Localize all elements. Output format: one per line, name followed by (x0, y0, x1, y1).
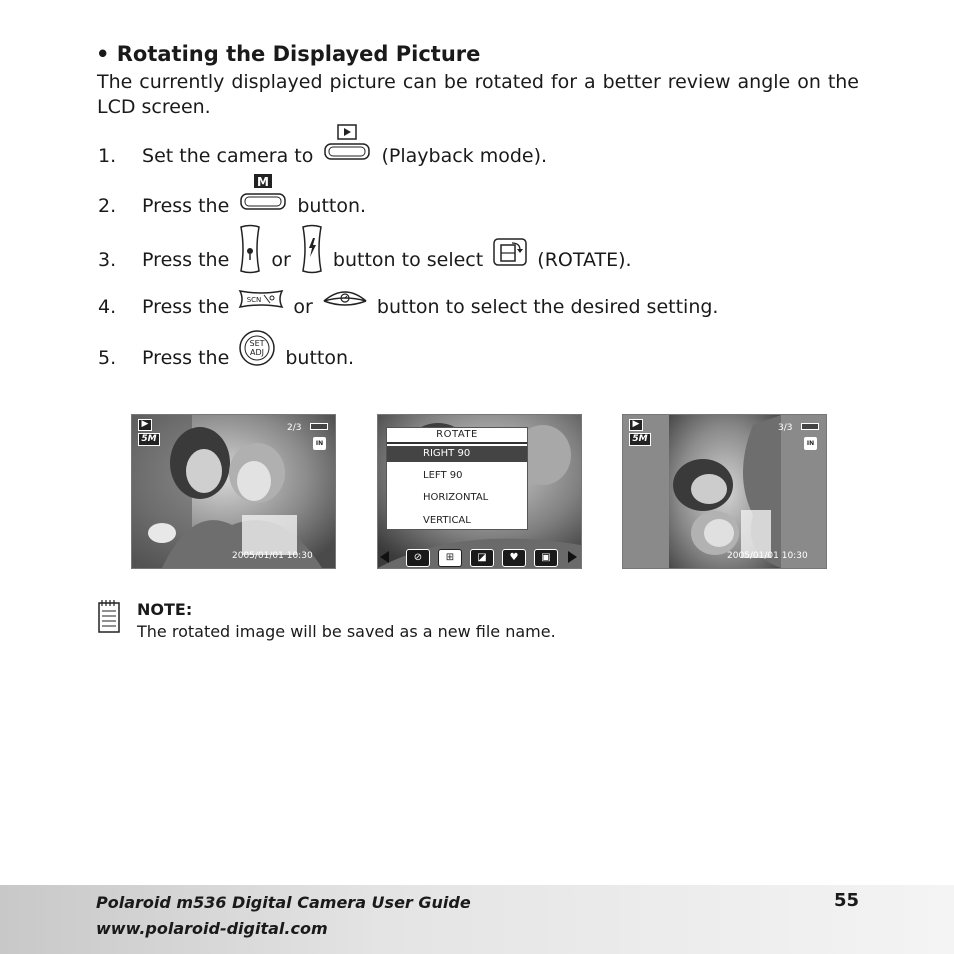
battery-icon (801, 423, 819, 430)
step-text: button to select the desired setting. (376, 296, 719, 318)
step-text: or (293, 296, 313, 318)
resize-icon[interactable]: ◪ (470, 549, 494, 567)
memory-icon: IN (804, 437, 817, 450)
set-adj-button-icon (239, 339, 275, 370)
step-text: button to select (332, 249, 484, 271)
step-text: (ROTATE). (537, 249, 632, 271)
page-number: 55 (834, 890, 860, 911)
step-text: Press the (142, 347, 230, 369)
menu-option-right-90[interactable] (387, 446, 527, 462)
image-edit-icon[interactable]: ▣ (534, 549, 558, 567)
size-badge: 5M (138, 433, 160, 446)
image-counter: 2/3 (287, 423, 302, 433)
set-label: SET (249, 339, 265, 348)
flash-button-icon (300, 248, 324, 272)
rotate-icon (492, 245, 528, 275)
step-text: Press the (142, 296, 230, 318)
step-5 (98, 339, 355, 370)
lcd-screen-rotated (622, 414, 827, 569)
playback-icon: ▶ (138, 419, 152, 431)
step-3 (98, 245, 632, 275)
step-text: button. (297, 195, 367, 217)
battery-icon (310, 423, 328, 430)
step-number: 1. (98, 144, 117, 167)
selftimer-button-icon (322, 295, 368, 319)
timestamp: 2005/01/01 10:30 (232, 551, 313, 561)
menu-label: M (257, 175, 270, 189)
notepad-icon (98, 599, 120, 637)
page-heading: • Rotating the Displayed Picture (96, 42, 481, 66)
step-number: 5. (98, 346, 117, 369)
step-number: 4. (98, 295, 117, 318)
menu-option-left-90[interactable]: LEFT 90 (423, 470, 463, 481)
scene-button-icon (238, 295, 284, 319)
menu-option-vertical[interactable]: VERTICAL (423, 515, 471, 526)
footer-url[interactable]: www.polaroid-digital.com (96, 919, 328, 938)
footer-title: Polaroid m536 Digital Camera User Guide (96, 893, 471, 912)
rotate-menu-icon[interactable]: ⊞ (438, 549, 462, 567)
intro-paragraph: The currently displayed picture can be rotated for a better review angle on the LCD screen. (97, 71, 859, 118)
step-number: 3. (98, 248, 117, 271)
menu-button-icon (239, 175, 287, 212)
lcd-screen-menu (377, 414, 582, 569)
step-text: Press the (142, 249, 230, 271)
step-1 (98, 144, 547, 168)
playback-button-icon (323, 138, 371, 162)
step-text: Press the (142, 195, 230, 217)
step-text: (Playback mode). (381, 145, 548, 167)
note-title: NOTE: (137, 600, 193, 619)
lcd-screen-before (131, 414, 336, 569)
menu-option-horizontal[interactable]: HORIZONTAL (423, 492, 489, 503)
timestamp: 2005/01/01 10:30 (727, 551, 808, 561)
step-4 (98, 295, 718, 319)
macro-button-icon (238, 248, 262, 272)
playback-icon: ▶ (629, 419, 643, 431)
right-arrow-icon[interactable] (568, 551, 577, 563)
memory-icon: IN (313, 437, 326, 450)
menu-title: ROTATE (387, 428, 527, 444)
step-2 (98, 175, 367, 218)
step-text: Set the camera to (142, 145, 314, 167)
adj-label: ADJ (250, 348, 265, 357)
redeye-icon[interactable]: ⊘ (406, 549, 430, 567)
favorite-heart-icon[interactable]: ♥ (502, 549, 526, 567)
rotate-menu (386, 427, 528, 530)
step-text: or (271, 249, 291, 271)
menu-option-label: RIGHT 90 (423, 448, 471, 459)
size-badge: 5M (629, 433, 651, 446)
image-counter: 3/3 (778, 423, 793, 433)
note-body: The rotated image will be saved as a new file name. (137, 622, 556, 641)
playback-icon-bar (378, 546, 581, 568)
step-number: 2. (98, 194, 117, 217)
photo-rotated (623, 415, 826, 568)
left-arrow-icon[interactable] (380, 551, 389, 563)
step-text: button. (285, 347, 355, 369)
photo-two-women (132, 415, 335, 568)
scn-label: SCN (247, 296, 262, 304)
